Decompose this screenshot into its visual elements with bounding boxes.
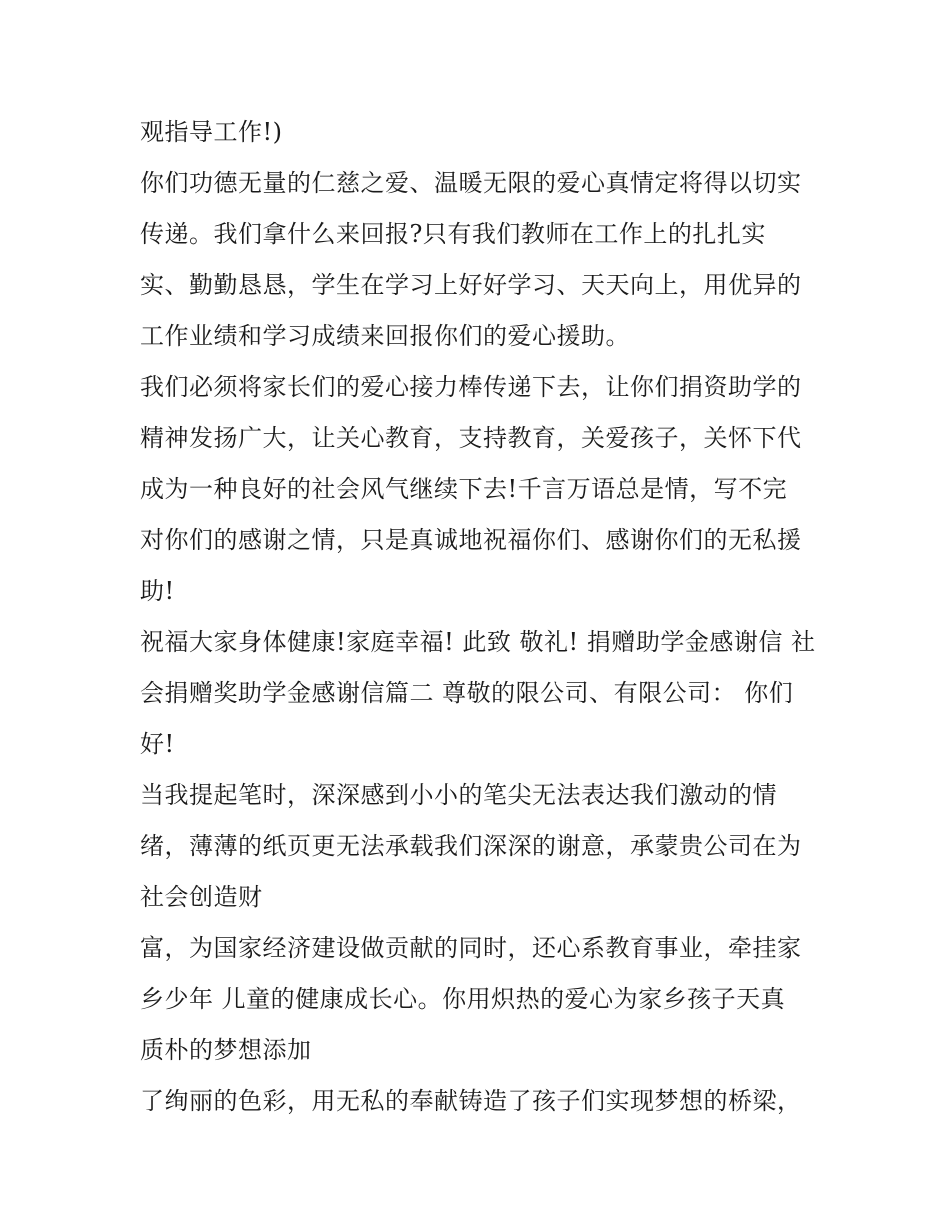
text-line: 你们功德无量的仁慈之爱、温暖无限的爱心真情定将得以切实 [140,169,802,197]
text-line: 好! [140,730,175,758]
text-line: 成为一种良好的社会风气继续下去!千言万语总是情，写不完 [140,475,788,503]
text-line: 会捐赠奖助学金感谢信篇二 尊敬的限公司、有限公司： 你们 [140,679,794,707]
text-line: 对你们的感谢之情，只是真诚地祝福你们、感谢你们的无私援 [140,526,802,554]
text-line: 实、勤勤恳恳，学生在学习上好好学习、天天向上，用优异的 [140,271,802,299]
text-line: 精神发扬广大，让关心教育，支持教育，关爱孩子，关怀下代 [140,424,802,452]
text-line: 乡少年 儿童的健康成长心。你用炽热的爱心为家乡孩子天真 [140,985,786,1013]
text-line: 社会创造财 [140,883,263,911]
text-line: 绪，薄薄的纸页更无法承载我们深深的谢意，承蒙贵公司在为 [140,832,802,860]
text-line: 质朴的梦想添加 [140,1036,312,1064]
text-line: 工作业绩和学习成绩来回报你们的爱心援助。 [140,322,630,350]
text-line: 了绚丽的色彩，用无私的奉献铸造了孩子们实现梦想的桥梁， [140,1087,802,1115]
text-line: 我们必须将家长们的爱心接力棒传递下去，让你们捐资助学的 [140,373,802,401]
text-line: 富，为国家经济建设做贡献的同时，还心系教育事业，牵挂家 [140,934,802,962]
text-line: 传递。我们拿什么来回报?只有我们教师在工作上的扎扎实 [140,220,766,248]
text-line: 助! [140,577,175,605]
text-line: 观指导工作!) [140,118,283,146]
document-body [140,107,820,1127]
text-line: 祝福大家身体健康!家庭幸福! 此致 敬礼! 捐赠助学金感谢信 社 [140,628,816,656]
text-line: 当我提起笔时，深深感到小小的笔尖无法表达我们激动的情 [140,781,777,809]
